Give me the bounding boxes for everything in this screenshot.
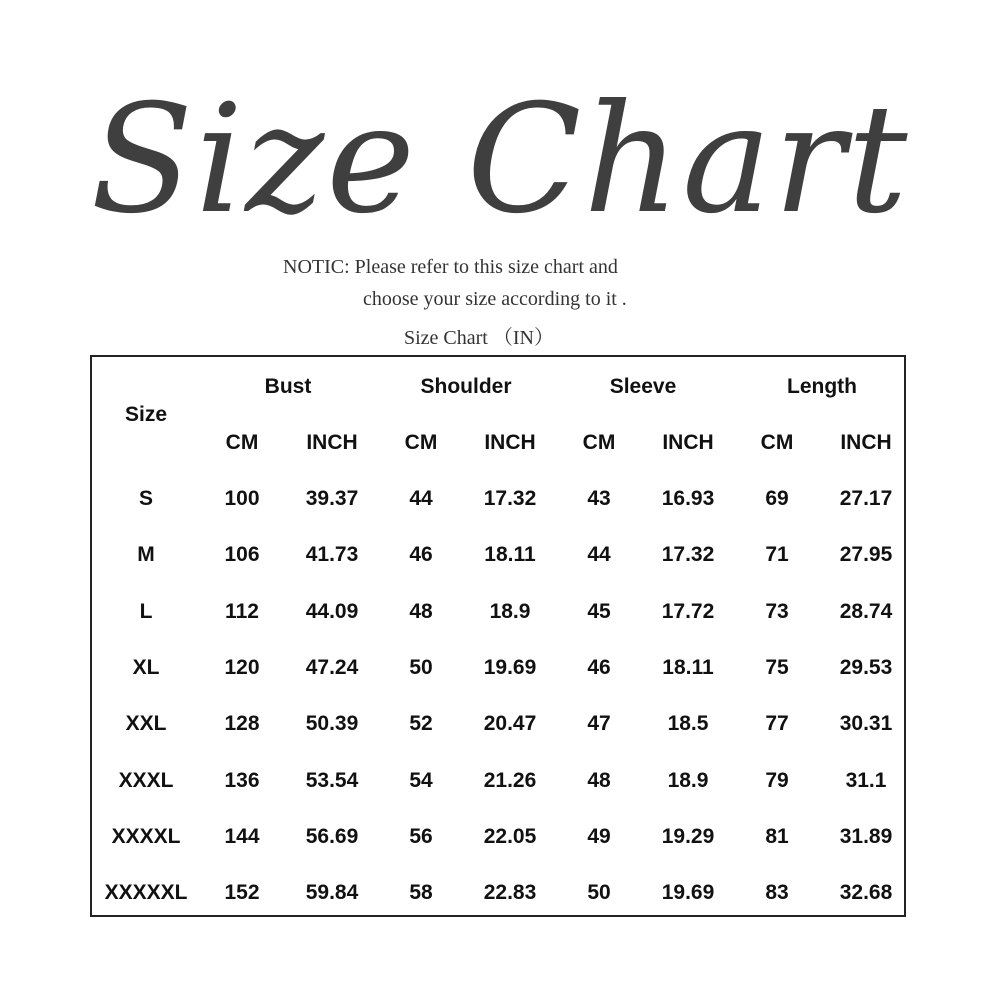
table-cell: 69 — [765, 487, 789, 510]
table-cell: 17.32 — [483, 487, 537, 510]
size-label: XL — [132, 655, 160, 679]
table-cell: 53.54 — [305, 768, 359, 792]
table-cell: 58 — [409, 881, 433, 905]
size-label: L — [139, 599, 153, 623]
table-cell: 18.11 — [662, 655, 714, 679]
table-cell: 73 — [765, 599, 789, 623]
unit-header: CM — [582, 431, 616, 454]
table-cell: 48 — [587, 768, 611, 792]
table-cell: 30.31 — [839, 712, 893, 736]
table-cell: 136 — [224, 768, 260, 792]
table-cell: 39.37 — [305, 487, 359, 510]
table-cell: 50.39 — [305, 712, 359, 736]
table-cell: 50 — [409, 655, 433, 679]
table-cell: 83 — [765, 881, 789, 905]
size-label: XXXXL — [111, 824, 181, 848]
table-cell: 17.72 — [661, 599, 715, 623]
table-cell: 45 — [587, 599, 611, 623]
table-cell: 56 — [409, 824, 433, 848]
table-cell: 152 — [224, 881, 260, 905]
table-cell: 27.17 — [839, 487, 893, 510]
table-cell: 19.69 — [483, 655, 537, 679]
table-cell: 27.95 — [839, 543, 893, 567]
group-header-sleeve: Sleeve — [609, 375, 677, 398]
table-cell: 17.32 — [661, 543, 715, 567]
table-cell: 16.93 — [661, 487, 715, 510]
unit-header: CM — [404, 431, 438, 454]
table-cell: 46 — [409, 543, 433, 567]
size-column-header: Size — [124, 403, 168, 426]
table-cell: 81 — [765, 824, 789, 848]
table-cell: 47 — [587, 712, 611, 736]
table-cell: 19.29 — [661, 824, 715, 848]
table-cell: 32.68 — [839, 881, 893, 905]
table-cell: 28.74 — [839, 599, 893, 623]
unit-header: INCH — [840, 431, 892, 454]
table-cell: 112 — [225, 599, 259, 623]
table-cell: 48 — [409, 599, 433, 623]
table-cell: 54 — [409, 768, 433, 792]
table-cell: 100 — [224, 487, 260, 510]
table-cell: 44.09 — [305, 599, 359, 623]
table-cell: 49 — [587, 824, 611, 848]
table-cell: 71 — [765, 543, 789, 567]
table-cell: 43 — [587, 487, 611, 510]
table-cell: 22.83 — [483, 881, 537, 905]
page-title: Size Chart — [90, 73, 910, 247]
notice-line-2: choose your size according to it . — [363, 288, 627, 310]
table-cell: 47.24 — [305, 655, 359, 679]
table-cell: 18.5 — [667, 712, 709, 736]
size-table — [90, 355, 906, 917]
table-cell: 79 — [765, 768, 789, 792]
size-label: XXXL — [118, 768, 174, 792]
table-cell: 44 — [587, 543, 611, 567]
table-cell: 144 — [224, 824, 260, 848]
notice-line-3: Size Chart （IN） — [404, 327, 554, 349]
table-cell: 106 — [224, 543, 260, 567]
table-cell: 18.9 — [489, 599, 531, 623]
size-label: XXL — [125, 712, 167, 736]
table-cell: 18.9 — [667, 768, 709, 792]
table-cell: 52 — [409, 712, 433, 736]
table-cell: 77 — [765, 712, 789, 736]
table-cell: 128 — [224, 712, 260, 736]
table-cell: 18.11 — [484, 543, 536, 567]
table-cell: 21.26 — [483, 768, 537, 792]
table-cell: 59.84 — [305, 881, 359, 905]
table-cell: 50 — [587, 881, 611, 905]
table-cell: 29.53 — [839, 655, 893, 679]
table-cell: 46 — [587, 655, 611, 679]
table-cell: 22.05 — [483, 824, 537, 848]
unit-header: INCH — [306, 431, 358, 454]
unit-header: INCH — [484, 431, 536, 454]
size-label: S — [138, 487, 154, 510]
table-cell: 31.1 — [845, 768, 887, 792]
size-label: XXXXXL — [104, 881, 188, 905]
table-cell: 31.89 — [839, 824, 893, 848]
table-cell: 19.69 — [661, 881, 715, 905]
table-cell: 120 — [224, 655, 260, 679]
unit-header: INCH — [662, 431, 714, 454]
table-cell: 41.73 — [305, 543, 359, 567]
group-header-bust: Bust — [264, 375, 312, 398]
group-header-length: Length — [787, 375, 857, 398]
group-header-shoulder: Shoulder — [420, 375, 512, 398]
table-cell: 44 — [409, 487, 433, 510]
table-cell: 20.47 — [483, 712, 537, 736]
table-cell: 75 — [765, 655, 789, 679]
table-cell: 56.69 — [305, 824, 359, 848]
unit-header: CM — [225, 431, 259, 454]
unit-header: CM — [760, 431, 794, 454]
size-label: M — [137, 543, 155, 567]
notice-line-1: NOTIC: Please refer to this size chart and — [283, 256, 618, 278]
